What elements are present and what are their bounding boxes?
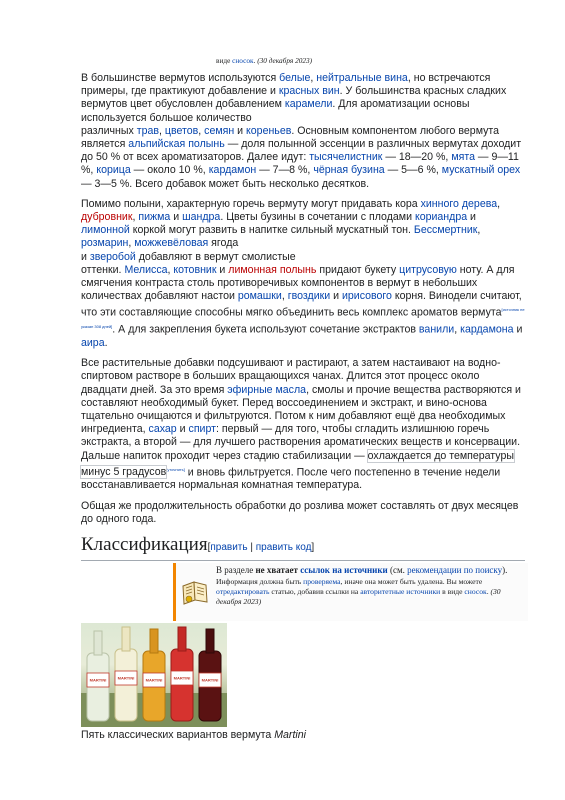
redlink-germander[interactable]: дубровник [81, 211, 133, 224]
link-cardamom[interactable]: кардамон [208, 164, 257, 177]
link-rosemary[interactable]: розмарин [81, 237, 129, 250]
figure-caption: Пять классических вариантов вермута Martini [81, 729, 307, 742]
link-flowers[interactable]: цветов [164, 124, 199, 137]
link-catnip[interactable]: котовник [173, 263, 217, 276]
link-citrus[interactable]: цитрусовую [399, 263, 457, 276]
bottle-extra-dry [87, 631, 109, 721]
link-tansy[interactable]: пижма [138, 211, 171, 224]
reliable-sources-link[interactable]: авторитетные источники [360, 586, 441, 596]
paragraph-process: Все растительные добавки подсушивают и растирают, а затем настаивают на водно-спиртовом растворе в больших вращающихся чанах. Длится этот процесс около двадцати дней. За это время эфирные масла, смолы и прочие вещества растворяются и составляют необходимый букет. Перед воссоединением и экстракт, и вино-основа тщательно очищаются и фильтруются. Потом к ним добавляют ещё два необходимых ингредиента, сахар и спирт: первый — для того, чтобы сгладить излишнюю горечь экстракта, а второй — для лучшего растворения ароматических веществ и консервации. Дальше напиток проходит через стадию стабилизации — охлаждается до температуры минус 5 градусов[уточнить] и вновь фильтруется. После чего постепенно в течение недели восстанавливается нормальная комнатная температура. [81, 357, 521, 492]
link-calamus[interactable]: аира [81, 336, 105, 349]
redlink-lemon-wormwood[interactable]: лимонная полынь [228, 263, 317, 276]
link-juniper[interactable]: можжевёловая [134, 237, 209, 250]
link-sugar[interactable]: сахар [148, 423, 177, 436]
bottles-illustration [81, 623, 227, 727]
section-edit-links: [править | править код] [207, 542, 315, 554]
link-clove[interactable]: гвоздики [287, 290, 331, 303]
edit-section-link[interactable]: править [210, 542, 248, 554]
link-horehound[interactable]: шандра [182, 211, 221, 224]
highlighted-clause: охлаждается до температуры минус 5 градусов [81, 449, 514, 479]
link-essential-oils[interactable]: эфирные масла [227, 383, 307, 396]
book-icon [180, 577, 210, 607]
link-lemon[interactable]: лимонной [81, 224, 130, 237]
edit-article-link[interactable]: отредактировать [216, 586, 270, 596]
bottle-label-2: MARTINI [117, 675, 135, 681]
verifiable-link[interactable]: проверяема [303, 576, 341, 586]
bottle-bianco [115, 627, 137, 721]
bottle-label-4: MARTINI [173, 675, 191, 681]
search-guidelines-link[interactable]: рекомендации по поиску [407, 565, 503, 576]
link-coriander[interactable]: кориандра [414, 211, 468, 224]
section-heading-classification: Классификация[править | править код] [81, 534, 525, 561]
link-alcohol[interactable]: спирт [188, 423, 216, 436]
link-st-johns-wort[interactable]: зверобой [89, 250, 136, 263]
article-page [81, 0, 525, 742]
link-red-wines[interactable]: красных вин [278, 85, 340, 98]
sources-link[interactable]: ссылок на источники [300, 565, 388, 576]
footnotes-link[interactable]: сносок [232, 56, 254, 65]
link-nutmeg[interactable]: мускатный орех [441, 164, 521, 177]
martini-bottles-photo[interactable] [81, 623, 227, 727]
bottle-rosso [199, 629, 221, 721]
bottle-rosato [171, 627, 193, 721]
bottle-label-1: MARTINI [89, 677, 107, 683]
link-white-wine[interactable]: белые [279, 72, 311, 84]
link-black-elder[interactable]: чёрная бузина [313, 164, 385, 177]
link-caramel[interactable]: карамели [284, 98, 333, 111]
link-herbs[interactable]: трав [136, 124, 159, 137]
link-mint[interactable]: мята [451, 151, 475, 164]
link-seeds[interactable]: семян [204, 124, 235, 137]
link-immortelle[interactable]: Бессмертник [413, 224, 478, 237]
citation-needed-note[interactable]: [источник не указан 308 дней] [81, 307, 525, 330]
ambox-tail-note: виде сносок. (30 декабря 2023) [216, 56, 313, 65]
link-alpine-wormwood[interactable]: альпийская полынь [128, 138, 225, 151]
link-vanilla[interactable]: ванили [418, 323, 455, 336]
link-roots[interactable]: кореньев [246, 124, 292, 137]
paragraph-duration: Общая же продолжительность обработки до розлива может составлять от двух месяцев до одного года. [81, 499, 519, 525]
link-yarrow[interactable]: тысячелистник [309, 151, 383, 164]
sources-needed-notice: В разделе не хватает ссылок на источники (см. рекомендации по поиску). Информация должна быть проверяема, иначе она может быть удалена. Вы можете отредактировать статью, добавив ссылки на авторитетные источники в виде сносок. (30 декабря 2023) [173, 563, 528, 621]
bottle-label-3: MARTINI [145, 677, 163, 683]
paragraph-bitterness: Помимо полыни, характерную горечь вермуту могут придавать кора хинного дерева, дубровник, пижма и шандра. Цветы бузины в сочетании с плодами кориандра и лимонной коркой могут развить в напитке сильный мускатный тон. Бессмертник, розмарин, можжевёловая ягода и зверобой добавляют в вермут смолистые оттенки. Мелисса, котовник и лимонная полынь придают букету цитрусовую ноту. А для смягчения контраста столь противоречивых компонентов в вермут в небольших количествах добавляют настои ромашки, гвоздики и ирисового корня. Винодели считают, что эти составляющие способны мягко объединить весь комплекс ароматов вермута[источник не указан 308 дней]. А для закрепления букета используют сочетание экстрактов ванили, кардамона и аира. [81, 197, 525, 349]
link-chamomile[interactable]: ромашки [237, 290, 282, 303]
link-cardamom-2[interactable]: кардамона [460, 323, 514, 336]
link-cinnamon[interactable]: корица [96, 164, 131, 177]
footnotes-link-2[interactable]: сносок [464, 586, 487, 596]
link-cinchona[interactable]: хинного дерева [420, 197, 498, 210]
link-neutral-wines[interactable]: нейтральные вина [316, 72, 408, 84]
bottle-label-5: MARTINI [201, 677, 219, 683]
link-orris[interactable]: ирисового [341, 290, 392, 303]
bottle-dorato [143, 629, 165, 721]
paragraph-ingredients: В большинстве вермутов используются белые, нейтральные вина, но встречаются примеры, где практикуют добавление и красных вин. У большинства красных сладких вермутов цвет обусловлен добавлением карамели. Для ароматизации основы используется большое количество различных трав, цветов, семян и кореньев. Основным компонентом любого вермута является альпийская полынь — доля полынной эссенции в различных вермутах доходит до 50 % от всех ароматизаторов. Далее идут: тысячелистник — 18—20 %, мята — 9—11 %, корица — около 10 %, кардамон — 7—8 %, чёрная бузина — 5—6 %, мускатный орех — 3—5 %. Всего добавок может быть несколько десятков. [81, 72, 522, 190]
clarify-note[interactable]: [уточнить] [166, 466, 185, 472]
edit-source-link[interactable]: править код [255, 542, 312, 554]
link-melissa[interactable]: Мелисса [124, 263, 168, 276]
